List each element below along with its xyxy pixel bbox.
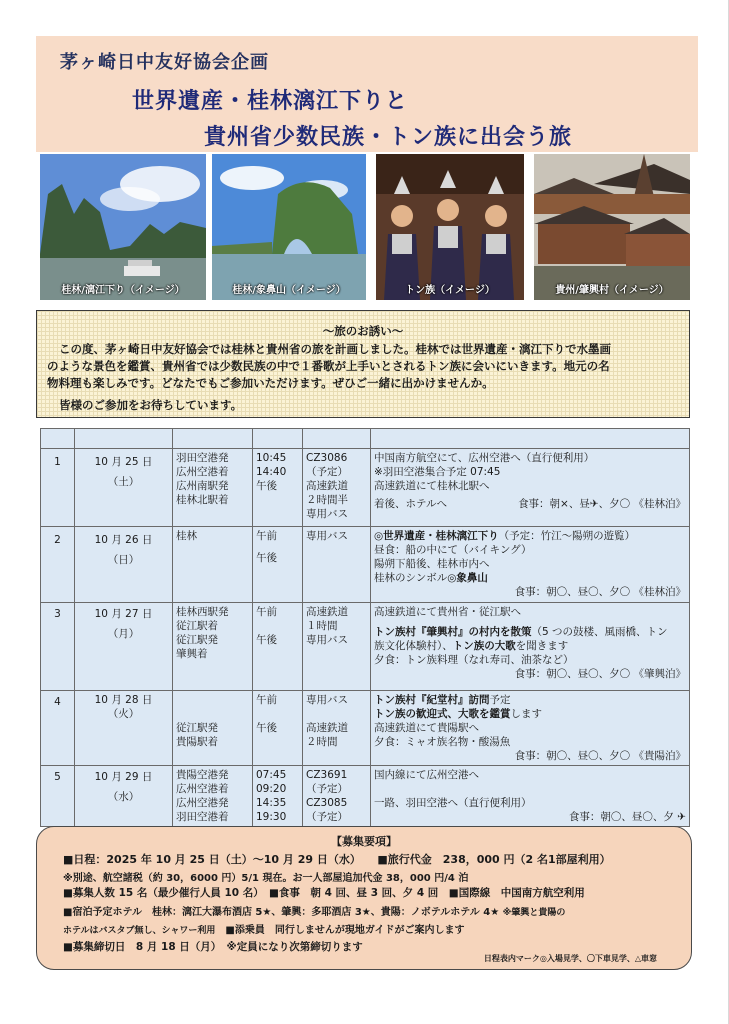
place-text: 従江駅発 xyxy=(176,722,218,734)
time-cell xyxy=(253,603,303,691)
detail-text: ※羽田空港集合予定 07:45 xyxy=(374,466,501,478)
time-text: 午後 xyxy=(256,634,277,646)
place-text: 羽田空港発 xyxy=(176,452,229,464)
photo-strip xyxy=(40,154,690,300)
transport-cell xyxy=(303,603,371,691)
place-cell xyxy=(173,691,253,766)
detail-text: 国内線にて広州空港へ xyxy=(374,769,479,781)
time-text: 07:45 xyxy=(256,769,287,781)
weekday-text: （月） xyxy=(107,628,140,640)
date-text: 10 月 26 日 xyxy=(94,534,153,546)
details-cell xyxy=(371,766,690,827)
requirements-line: ■日程：2025 年 10 月 25 日（土）〜10 月 29 日（水） ■旅行代金 238，000 円（2 名1部屋利用） xyxy=(63,853,611,866)
day-number: 3 xyxy=(41,603,75,691)
time-cell xyxy=(253,527,303,603)
itinerary-header-row xyxy=(41,429,690,449)
meal-text: 食事：朝×、昼✈、夕〇 《桂林泊》 xyxy=(518,498,686,510)
time-text: 10:45 xyxy=(256,452,287,464)
transport-text: 専用バス xyxy=(306,508,348,520)
requirements-line: ホテルはバスタブ無し、シャワー利用 ■添乗員 同行しませんが現地ガイドがご案内します xyxy=(63,925,465,936)
photo-caption: 貴州/肇興村（イメージ） xyxy=(555,285,669,296)
place-cell xyxy=(173,603,253,691)
invitation-line: のような景色を鑑賞、貴州省では少数民族の中で１番歌が上手いとされるトン族に会いにいきます。地元の名 xyxy=(47,359,610,373)
detail-text: トン族の歓迎式、大歌を鑑賞します xyxy=(374,708,542,720)
detail-text: 族文化体験村）、トン族の大歌を聞きます xyxy=(374,640,569,652)
place-cell xyxy=(173,766,253,827)
detail-text: 高速鉄道にて貴州省・従江駅へ xyxy=(374,606,521,618)
place-text: 従江駅着 xyxy=(176,620,218,632)
place-cell xyxy=(173,449,253,527)
itinerary-table xyxy=(40,428,690,827)
transport-text: ２時間 xyxy=(306,736,338,748)
weekday-text: （土） xyxy=(107,476,140,488)
transport-text: １時間 xyxy=(306,620,338,632)
time-text: 19:30 xyxy=(256,811,287,823)
transport-cell xyxy=(303,766,371,827)
itinerary-row-day4 xyxy=(41,691,690,766)
place-text: 従江駅発 xyxy=(176,634,218,646)
place-text: 肇興着 xyxy=(176,648,208,660)
day-number: 5 xyxy=(41,766,75,827)
details-cell xyxy=(371,527,690,603)
tour-title-line2: 貴州省少数民族・トン族に出会う旅 xyxy=(204,125,573,150)
detail-text: 着後、ホテルへ 食事：朝×、昼✈、夕〇 《桂林泊》 xyxy=(374,498,686,510)
details-cell xyxy=(371,603,690,691)
place-text: 貴陽空港発 xyxy=(176,769,229,781)
photo-caption: トン族（イメージ） xyxy=(405,285,495,296)
transport-cell xyxy=(303,691,371,766)
details-cell xyxy=(371,449,690,527)
time-text: 09:20 xyxy=(256,783,287,795)
itinerary-row-day3 xyxy=(41,603,690,691)
time-cell xyxy=(253,691,303,766)
photo-dong-people xyxy=(376,154,524,300)
itinerary-row-day1 xyxy=(41,449,690,527)
day-number: 4 xyxy=(41,691,75,766)
legend-note: 日程表内マーク◎入場見学、〇下車見学、△車窓 xyxy=(483,954,657,963)
transport-text: 高速鉄道 xyxy=(306,480,348,492)
detail-text: トン族村『肇興村』の村内を散策（5 つの鼓楼、風雨橋、トン xyxy=(374,626,668,638)
weekday-text: （日） xyxy=(107,554,140,566)
place-text: 桂林西駅発 xyxy=(176,606,229,618)
requirements-line: ■宿泊予定ホテル 桂林：漓江大瀑布酒店 5★、肇興：多耶酒店 3★、貴陽：ノボテルホテル 4★ ※肇興と貴陽の xyxy=(63,907,566,918)
transport-text: 専用バス xyxy=(306,634,348,646)
transport-text: CZ3086 xyxy=(306,452,348,464)
transport-cell xyxy=(303,527,371,603)
requirements-box xyxy=(36,826,692,970)
requirements-line: ■募集人数 15 名（最少催行人員 10 名） ■食事 朝 4 回、昼 3 回、夕 4 回 ■国際線 中国南方航空利用 xyxy=(63,887,585,899)
time-text: 午前 xyxy=(256,694,277,706)
place-cell xyxy=(173,527,253,603)
transport-text: （予定） xyxy=(306,811,348,823)
time-cell xyxy=(253,449,303,527)
place-text: 広州空港着 xyxy=(176,466,229,478)
requirements-title: 【募集要項】 xyxy=(331,835,397,848)
photo-caption: 桂林/象鼻山（イメージ） xyxy=(232,285,346,296)
invitation-text xyxy=(47,341,679,392)
transport-text: ２時間半 xyxy=(306,494,348,506)
detail-text: 夕食：トン族料理（なれ寿司、油茶など） xyxy=(374,654,574,666)
weekday-text: （水） xyxy=(107,791,140,803)
time-text: 午後 xyxy=(256,552,277,564)
place-text: 広州空港着 xyxy=(176,783,229,795)
detail-text: トン族村『紀堂村』訪問予定 xyxy=(374,694,511,706)
itinerary-row-day5 xyxy=(41,766,690,827)
detail-text: 高速鉄道にて貴陽駅へ xyxy=(374,722,479,734)
detail-text: 夕食：ミャオ族名物・酸湯魚 xyxy=(374,736,511,748)
detail-text: 桂林のシンボル◎象鼻山 xyxy=(374,572,488,584)
time-text: 午後 xyxy=(256,480,277,492)
date-text: 10 月 29 日 xyxy=(94,771,153,783)
transport-text: （予定） xyxy=(306,783,348,795)
day-number: 2 xyxy=(41,527,75,603)
date-text: 10 月 28 日 xyxy=(94,694,153,706)
photo-li-river xyxy=(40,154,206,300)
place-text: 桂林北駅着 xyxy=(176,494,229,506)
time-text: 午前 xyxy=(256,606,277,618)
transport-cell xyxy=(303,449,371,527)
time-text: 14:35 xyxy=(256,797,287,809)
invitation-line: この度、茅ヶ崎日中友好協会では桂林と貴州省の旅を計画しました。桂林では世界遺産・漓江下りで水墨画 xyxy=(59,342,611,356)
itinerary-row-day2 xyxy=(41,527,690,603)
date-text: 10 月 25 日 xyxy=(94,456,153,468)
place-text: 羽田空港着 xyxy=(176,811,229,823)
meal-text: 食事：朝〇、昼〇、夕〇 《貴陽泊》 xyxy=(514,750,686,762)
day-date xyxy=(75,766,173,827)
transport-text: 専用バス xyxy=(306,530,348,542)
place-text: 広州南駅発 xyxy=(176,480,229,492)
day-date xyxy=(75,603,173,691)
invitation-box xyxy=(36,310,690,418)
transport-text: 専用バス xyxy=(306,694,348,706)
transport-text: （予定） xyxy=(306,466,348,478)
organizer-label: 茅ヶ崎日中友好協会企画 xyxy=(60,52,269,73)
header-banner xyxy=(36,36,698,152)
transport-text: CZ3085 xyxy=(306,797,348,809)
time-cell xyxy=(253,766,303,827)
meal-text: 食事：朝〇、昼〇、夕〇 《桂林泊》 xyxy=(514,586,686,598)
detail-text: 中国南方航空にて、広州空港へ（直行便利用） xyxy=(374,452,595,464)
meal-text: 食事：朝〇、昼〇、夕 ✈ xyxy=(568,811,686,823)
place-text: 貴陽駅着 xyxy=(176,736,218,748)
requirements-line: ■募集締切日 8 月 18 日（月） ※定員になり次第締切ります xyxy=(63,941,363,953)
detail-text: 高速鉄道にて桂林北駅へ xyxy=(374,480,490,492)
time-text: 午前 xyxy=(256,530,277,542)
photo-elephant-trunk-hill xyxy=(212,154,366,300)
time-text: 午後 xyxy=(256,722,277,734)
detail-text: 陽朔下船後、桂林市内へ xyxy=(374,558,490,570)
tour-title-line1: 世界遺産・桂林漓江下りと xyxy=(132,89,409,114)
place-text: 桂林 xyxy=(176,530,197,542)
invitation-line: 物料理も楽しみです。どなたでもご参加いただけます。ぜひご一緒に出かけませんか。 xyxy=(47,376,494,390)
detail-text: 一路、羽田空港へ（直行便利用） xyxy=(374,797,532,809)
place-text: 広州空港発 xyxy=(176,797,229,809)
date-text: 10 月 27 日 xyxy=(94,608,153,620)
invitation-closing: 皆様のご参加をお待ちしています。 xyxy=(59,398,243,412)
weekday-text: （火） xyxy=(107,708,140,720)
transport-text: 高速鉄道 xyxy=(306,722,348,734)
day-date xyxy=(75,691,173,766)
photo-zhaoxing-village xyxy=(534,154,690,300)
invitation-heading: 〜旅のお誘い〜 xyxy=(322,324,404,338)
photo-caption: 桂林/漓江下り（イメージ） xyxy=(61,285,185,296)
meal-text: 食事：朝〇、昼〇、夕〇 《肇興泊》 xyxy=(514,668,686,680)
day-date xyxy=(75,527,173,603)
time-text: 14:40 xyxy=(256,466,287,478)
detail-text: ◎世界遺産・桂林漓江下り（予定：竹江〜陽朔の遊覧） xyxy=(374,530,636,542)
details-cell xyxy=(371,691,690,766)
day-date xyxy=(75,449,173,527)
transport-text: 高速鉄道 xyxy=(306,606,348,618)
detail-text: 昼食：船の中にて（バイキング） xyxy=(374,544,532,556)
requirements-line: ※別途、航空諸税（約 30，6000 円）5/1 現在。お一人部屋追加代金 38，000 円/4 泊 xyxy=(63,873,469,884)
day-number: 1 xyxy=(41,449,75,527)
transport-text: CZ3691 xyxy=(306,769,348,781)
